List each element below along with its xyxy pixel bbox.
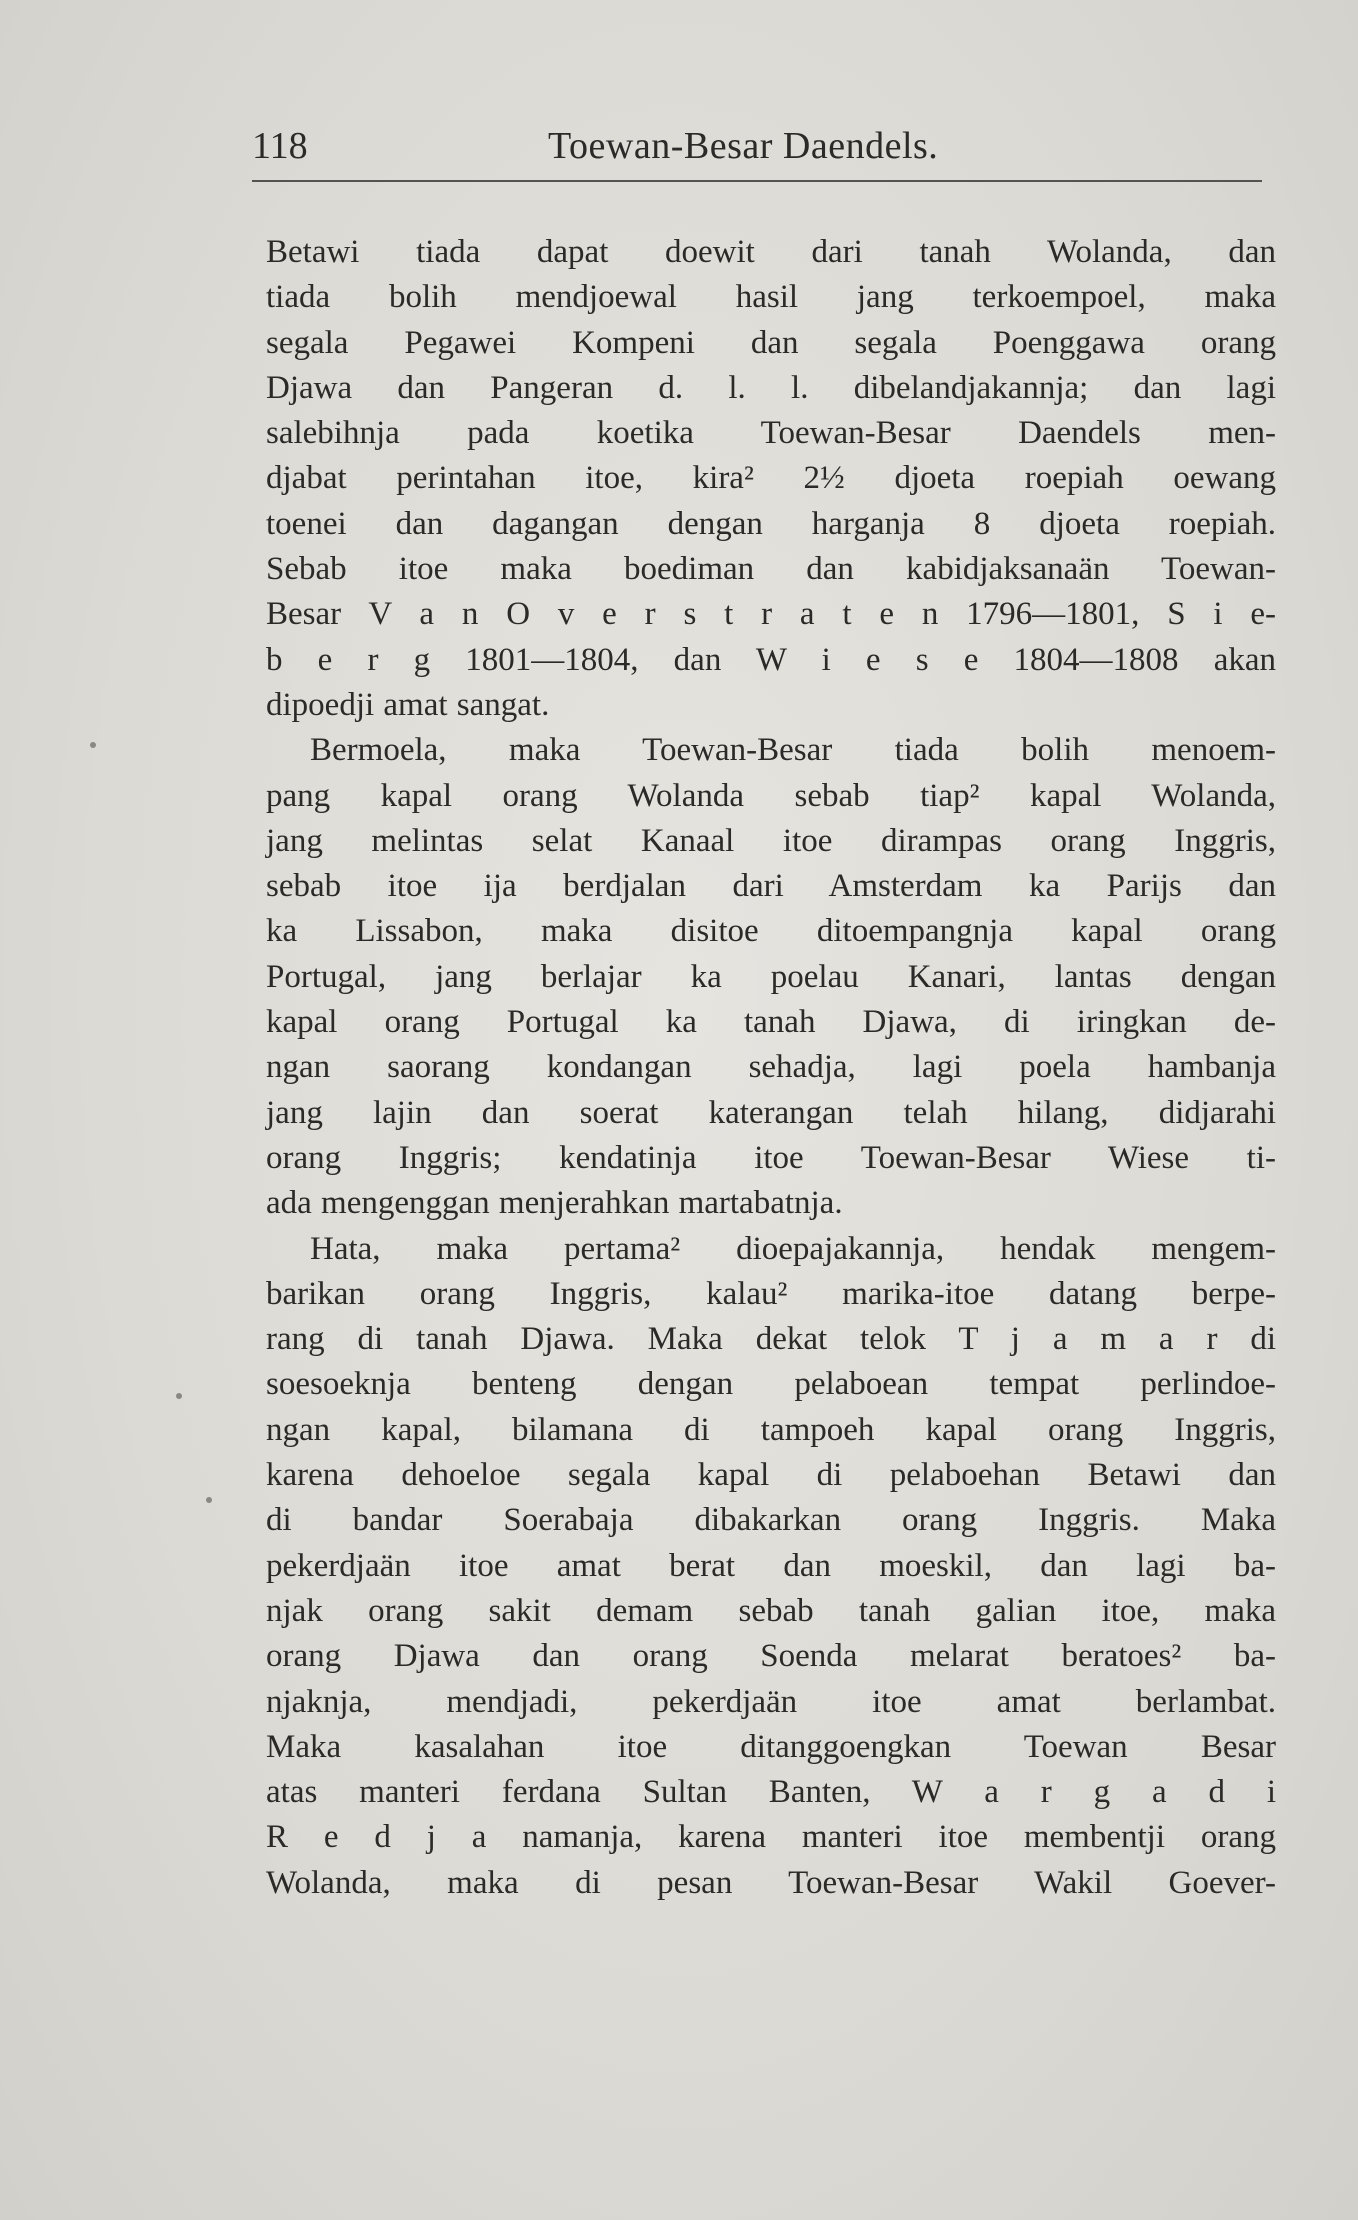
text-line: salebihnja pada koetika Toewan-Besar Daendels men- [266, 415, 1276, 452]
text-line: Hata, maka pertama² dioepajakannja, hendak mengem- [310, 1230, 1276, 1267]
text-line: soesoeknja benteng dengan pelaboean tempat perlindoe- [266, 1366, 1276, 1403]
text-line: toenei dan dagangan dengan harganja 8 djoeta roepiah. [266, 505, 1276, 542]
text-line: Wolanda, maka di pesan Toewan-Besar Wakil Goever- [266, 1864, 1276, 1901]
text-line: njak orang sakit demam sebab tanah galian itoe, maka [266, 1592, 1276, 1629]
text-line: rang di tanah Djawa. Maka dekat telok T j a m a r di [266, 1321, 1276, 1358]
text-line: orang Djawa dan orang Soenda melarat beratoes² ba- [266, 1638, 1276, 1675]
margin-speck [176, 1393, 182, 1399]
text-line: di bandar Soerabaja dibakarkan orang Inggris. Maka [266, 1502, 1276, 1539]
text-line: pang kapal orang Wolanda sebab tiap² kapal Wolanda, [266, 777, 1276, 814]
page-number: 118 [252, 125, 308, 167]
text-line: jang melintas selat Kanaal itoe dirampas orang Inggris, [266, 822, 1276, 859]
text-line: djabat perintahan itoe, kira² 2½ djoeta roepiah oewang [266, 460, 1276, 497]
text-line: Maka kasalahan itoe ditanggoengkan Toewan Besar [266, 1728, 1276, 1765]
text-line: kapal orang Portugal ka tanah Djawa, di iringkan de- [266, 1004, 1276, 1041]
body-text [266, 230, 1276, 1906]
text-line: Bermoela, maka Toewan-Besar tiada bolih menoem- [310, 732, 1276, 769]
header-rule [252, 180, 1262, 182]
margin-speck [206, 1497, 212, 1503]
text-line: R e d j a namanja, karena manteri itoe membentji orang [266, 1819, 1276, 1856]
text-line: Betawi tiada dapat doewit dari tanah Wolanda, dan [266, 234, 1276, 270]
text-line: Sebab itoe maka boediman dan kabidjaksanaän Toewan- [266, 551, 1276, 588]
text-line: sebab itoe ija berdjalan dari Amsterdam ka Parijs dan [266, 868, 1276, 905]
text-line: Besar V a n O v e r s t r a t e n 1796—1801, S i e- [266, 596, 1276, 633]
running-title: Toewan-Besar Daendels. [548, 125, 939, 167]
text-line: barikan orang Inggris, kalau² marika-itoe datang berpe- [266, 1275, 1276, 1312]
text-line: ada mengenggan menjerahkan martabatnja. [266, 1185, 843, 1222]
text-line: jang lajin dan soerat katerangan telah hilang, didjarahi [266, 1094, 1276, 1131]
text-line: karena dehoeloe segala kapal di pelaboehan Betawi dan [266, 1457, 1276, 1494]
text-line: Djawa dan Pangeran d. l. l. dibelandjakannja; dan lagi [266, 369, 1276, 406]
text-line: njaknja, mendjadi, pekerdjaän itoe amat berlambat. [266, 1683, 1276, 1720]
text-line: b e r g 1801—1804, dan W i e s e 1804—1808 akan [266, 641, 1276, 678]
text-line: tiada bolih mendjoewal hasil jang terkoempoel, maka [266, 279, 1276, 316]
text-line: atas manteri ferdana Sultan Banten, W a r g a d i [266, 1774, 1276, 1811]
text-line: ka Lissabon, maka disitoe ditoempangnja kapal orang [266, 913, 1276, 950]
text-line: segala Pegawei Kompeni dan segala Poenggawa orang [266, 324, 1276, 361]
margin-speck [90, 742, 96, 748]
text-line: orang Inggris; kendatinja itoe Toewan-Besar Wiese ti- [266, 1139, 1276, 1176]
text-line: ngan saorang kondangan sehadja, lagi poela hambanja [266, 1049, 1276, 1086]
text-line: pekerdjaän itoe amat berat dan moeskil, dan lagi ba- [266, 1547, 1276, 1584]
text-line: Portugal, jang berlajar ka poelau Kanari, lantas dengan [266, 958, 1276, 995]
page-header [252, 118, 1262, 174]
text-line: dipoedji amat sangat. [266, 686, 550, 723]
text-line: ngan kapal, bilamana di tampoeh kapal orang Inggris, [266, 1411, 1276, 1448]
